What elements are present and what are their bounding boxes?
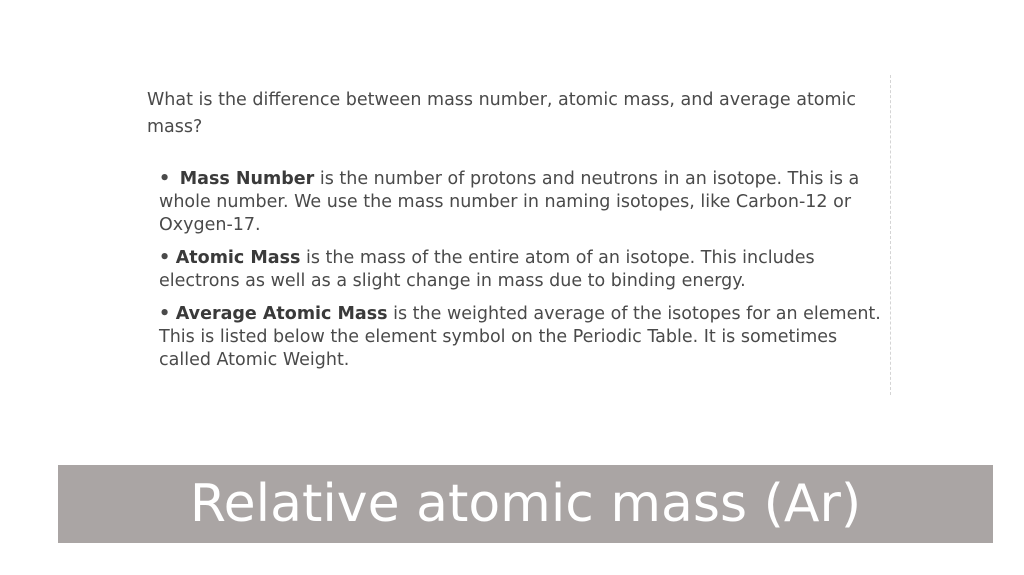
bullet-marker: •	[159, 248, 171, 268]
definition-text: is the mass of the entire atom of an isotope. This includes electrons as well as a slight change in mass due to binding energy.	[159, 248, 815, 291]
term-average-atomic-mass: Average Atomic Mass	[175, 304, 388, 324]
banner-title: Relative atomic mass (Ar)	[189, 474, 862, 534]
text-excerpt	[135, 75, 891, 395]
term-mass-number: Mass Number	[179, 169, 315, 189]
list-item	[159, 247, 894, 293]
definition-list	[159, 168, 894, 382]
term-atomic-mass: Atomic Mass	[175, 248, 301, 268]
definition-text: is the weighted average of the isotopes for an element. This is listed below the element symbol on the Periodic Table. It is sometimes called Atomic Weight.	[159, 304, 881, 370]
question-text: What is the difference between mass number, atomic mass, and average atomic mass?	[147, 90, 857, 137]
list-item	[159, 303, 894, 372]
definition-text: is the number of protons and neutrons in an isotope. This is a whole number. We use the mass number in naming isotopes, like Carbon-12 or Oxygen-17.	[159, 169, 860, 235]
list-item	[159, 168, 894, 237]
bullet-marker: •	[159, 169, 171, 189]
bullet-marker: •	[159, 304, 171, 324]
title-banner	[58, 465, 993, 543]
